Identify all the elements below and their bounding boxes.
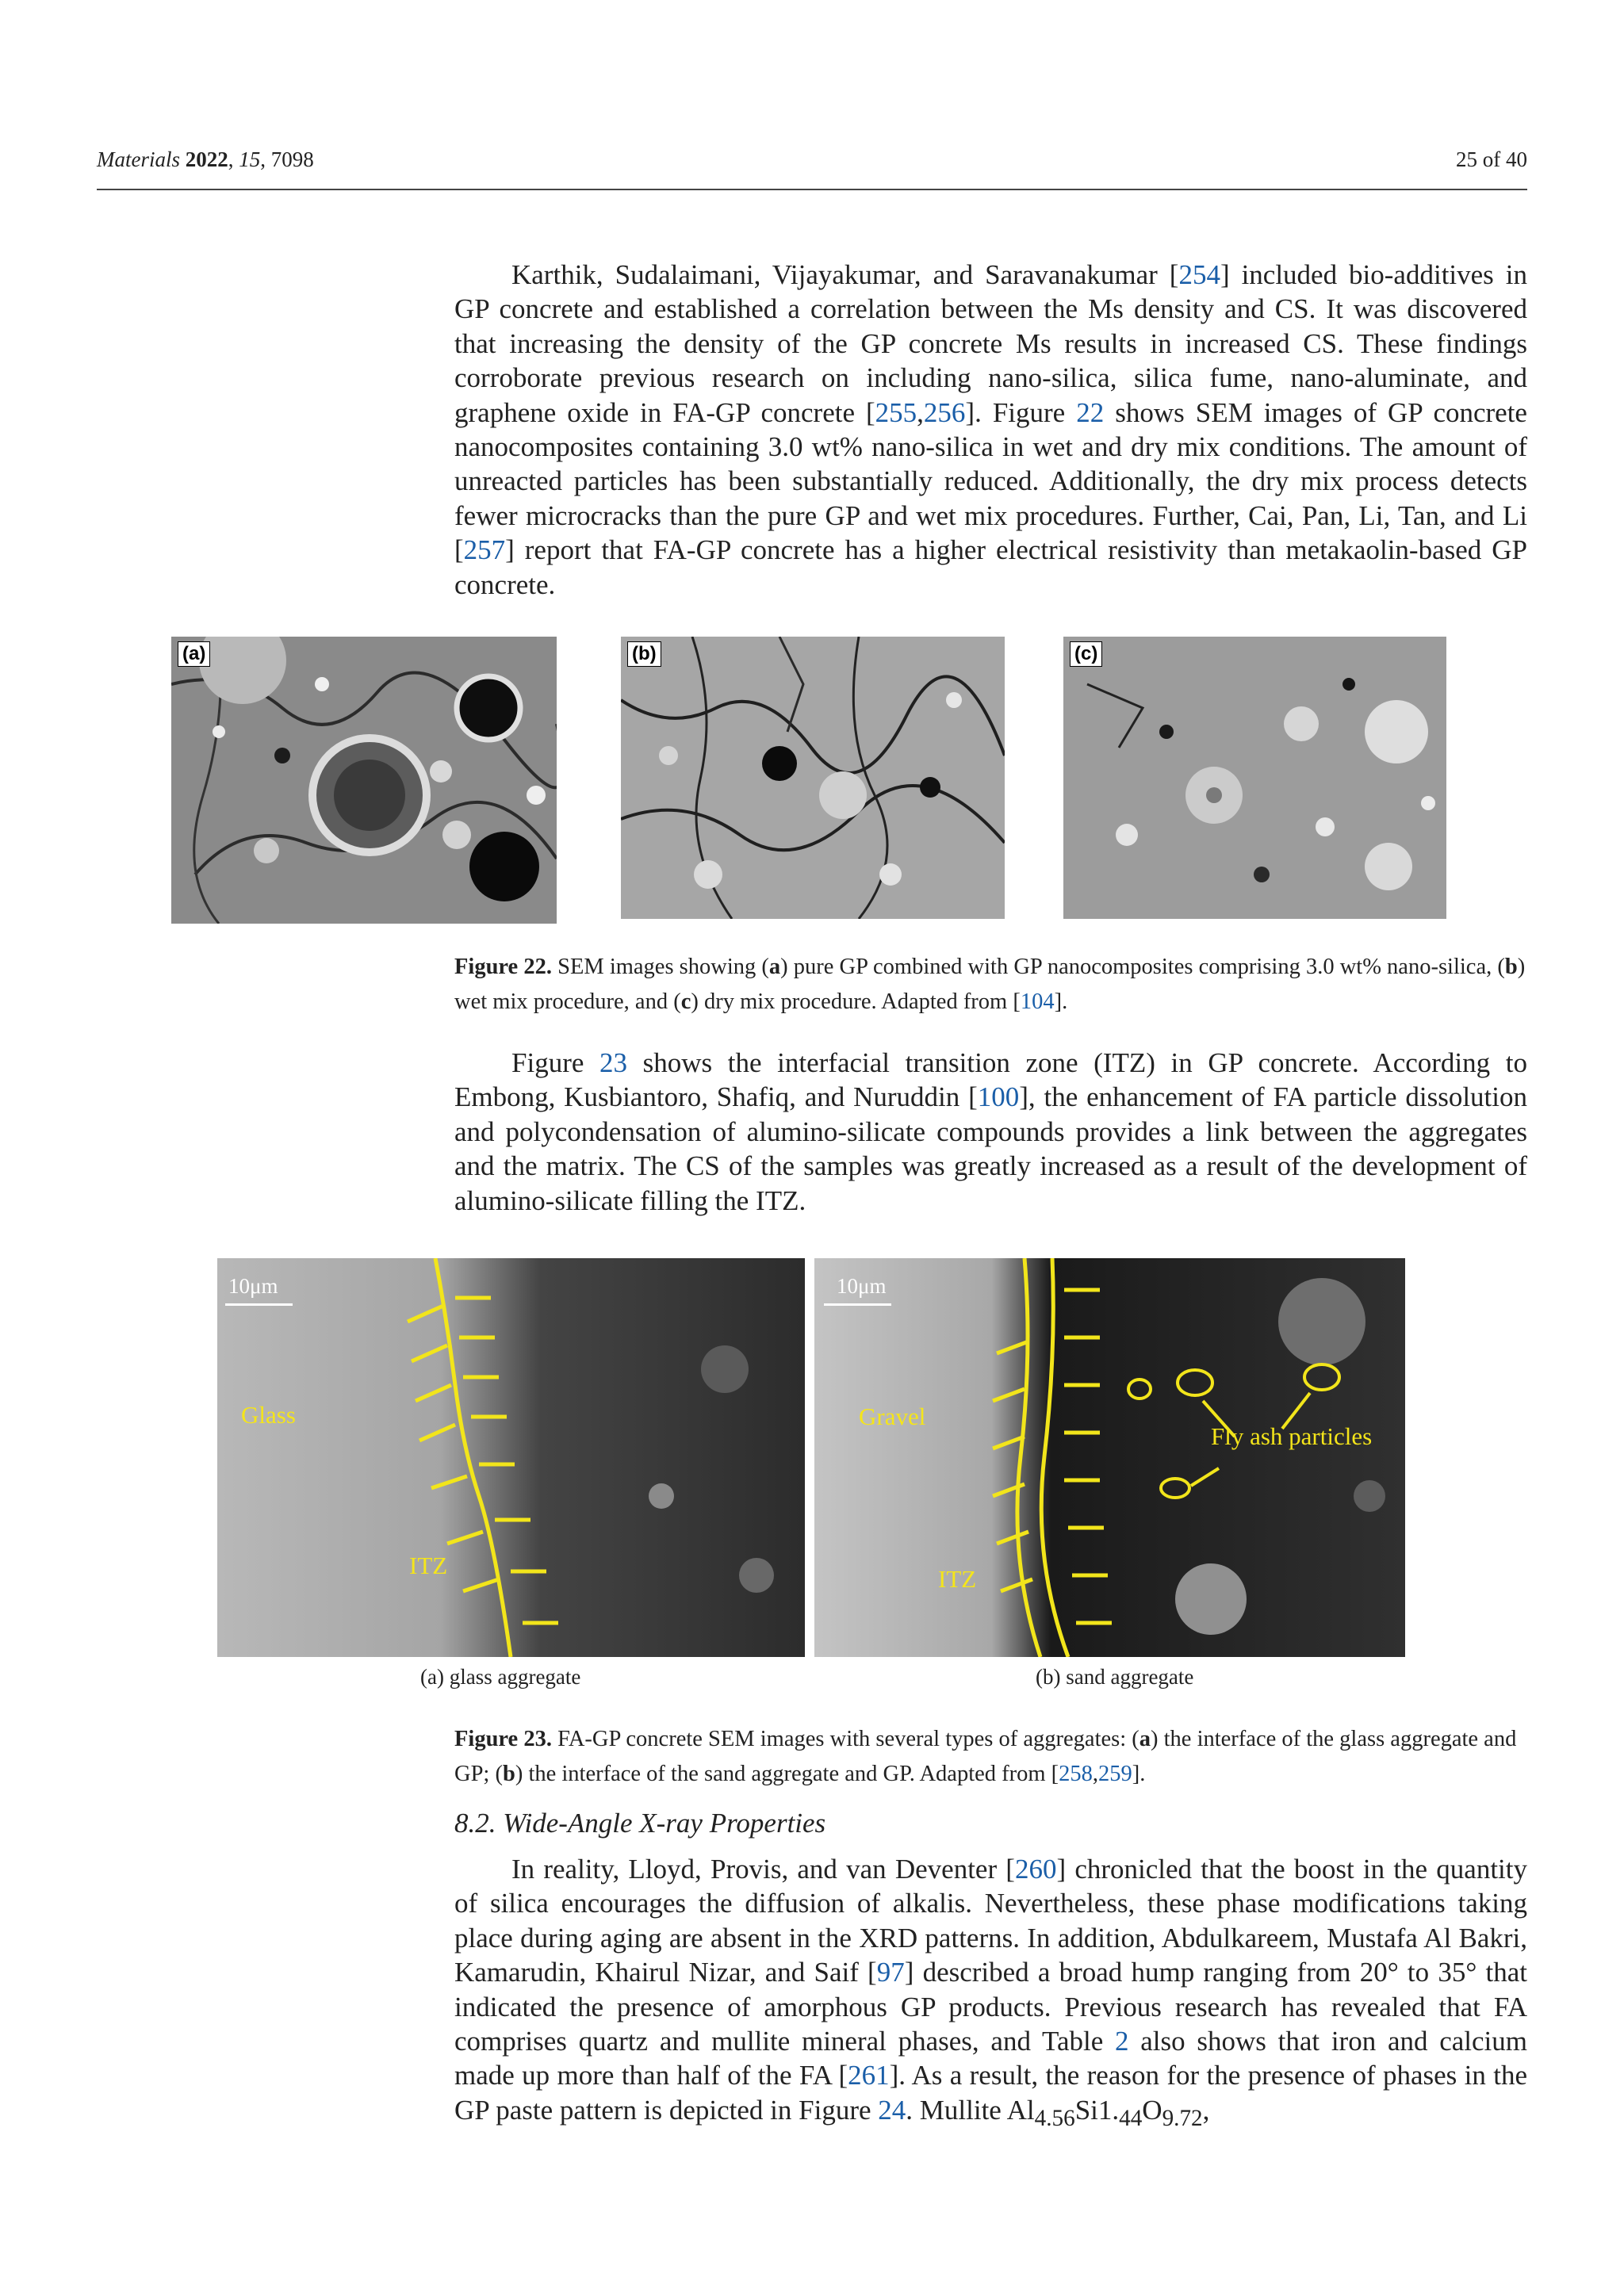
figure-23-caption: Figure 23. FA-GP concrete SEM images with several types of aggregates: (a) the interface of the glass aggregate and GP; (b) the interface of the sand aggregate and GP. Adapted from [258,259].	[454, 1727, 1517, 1786]
figure-link[interactable]: 23	[599, 1047, 628, 1078]
running-header-citation: Materials 2022, 15, 7098	[97, 147, 314, 171]
citation-link[interactable]: 100	[977, 1081, 1020, 1113]
article-number: 7098	[270, 147, 314, 171]
citation-link[interactable]: 258	[1059, 1762, 1093, 1786]
panel-label-b: (b)	[627, 641, 661, 667]
citation-link[interactable]: 254	[1178, 259, 1220, 290]
section-heading: 8.2. Wide-Angle X-ray Properties	[454, 1808, 826, 1839]
scale-label-a: 10μm	[228, 1274, 278, 1298]
panel-label-a: (a)	[178, 641, 210, 667]
journal-volume: 15	[239, 147, 261, 171]
citation-link[interactable]: 257	[463, 534, 506, 566]
sem-itz-glass-image	[217, 1258, 805, 1657]
citation-link[interactable]: 260	[1014, 1854, 1057, 1885]
label-glass: Glass	[241, 1401, 296, 1429]
scale-label-b: 10μm	[837, 1274, 887, 1298]
label-itz-a: ITZ	[409, 1552, 448, 1579]
figure-23-label: Figure 23.	[454, 1727, 552, 1751]
sem-image-c	[1063, 637, 1446, 919]
header-rule	[97, 189, 1527, 190]
label-gravel: Gravel	[859, 1402, 926, 1430]
sem-image-a	[171, 637, 557, 924]
label-itz-b: ITZ	[938, 1565, 977, 1593]
sem-texture-b	[621, 637, 1005, 919]
sem-itz-sand-image	[814, 1258, 1405, 1657]
citation-link[interactable]: 97	[876, 1957, 905, 1988]
sem-itz-sand	[814, 1258, 1405, 1657]
table-link[interactable]: 2	[1115, 2026, 1129, 2057]
subcaption-b: (b) sand aggregate	[1036, 1665, 1194, 1689]
figure-22-label: Figure 22.	[454, 955, 552, 979]
citation-link[interactable]: 104	[1020, 989, 1055, 1014]
citation-link[interactable]: 259	[1098, 1762, 1132, 1786]
sem-texture-a	[171, 637, 557, 924]
citation-link[interactable]: 255	[875, 396, 917, 428]
page-number: 25 of 40	[1456, 147, 1527, 171]
body-paragraph-3: In reality, Lloyd, Provis, and van Deventer [260] chronicled that the boost in the quantity of silica encourages the diffusion of alkalis. Nevertheless, these phase modifications taking place during aging are absent in the XRD patterns. In addition, Abdulkareem, Mustafa Al Bakri, Kamarudin, Khairul Nizar, and Saif [97] described a broad hump ranging from 20° to 35° that indicated the presence of amorphous GP products. Previous research has revealed that FA comprises quartz and mullite mineral phases, and Table 2 also shows that iron and calcium made up more than half of the FA [261]. As a result, the reason for the presence of phases in the GP paste pattern is depicted in Figure 24. Mullite $Al_{4.56}Si1._{44}O_{9.72}$,	[454, 1854, 1528, 2131]
body-paragraph-2: Figure 23 shows the interfacial transition zone (ITZ) in GP concrete. According to Embong, Kusbiantoro, Shafiq, and Nuruddin [100], the enhancement of FA particle dissolution and polycondensation of alumino-silicate compounds provides a link between the aggregates and the matrix. The CS of the samples was greatly increased as a result of the development of alumino-silicate filling the ITZ.	[454, 1047, 1527, 1216]
sem-texture-c	[1063, 637, 1446, 919]
body-paragraph-1: Karthik, Sudalaimani, Vijayakumar, and Saravanakumar [254] included bio-additives in GP concrete and established a correlation between the Ms density and CS. It was discovered that increasing the density of the GP concrete Ms results in increased CS. These findings corroborate previous research on including nano-silica, silica fume, nano-aluminate, and graphene oxide in FA-GP concrete [255,256]. Figure 22 shows SEM images of GP concrete nanocomposites containing 3.0 wt% nano-silica in wet and dry mix conditions. The amount of unreacted particles has been substantially reduced. Additionally, the dry mix process detects fewer microcracks than the pure GP and wet mix procedures. Further, Cai, Pan, Li, Tan, and Li [257] report that FA-GP concrete has a higher electrical resistivity than metakaolin-based GP concrete.	[454, 259, 1527, 600]
scale-bar-a	[225, 1303, 293, 1306]
panel-label-c: (c)	[1070, 641, 1102, 667]
figure-link[interactable]: 24	[878, 2094, 906, 2126]
citation-link[interactable]: 256	[923, 396, 966, 428]
journal-year: 2022	[185, 147, 228, 171]
scale-bar-b	[824, 1303, 891, 1306]
citation-link[interactable]: 261	[848, 2060, 890, 2091]
journal-name: Materials	[97, 147, 180, 171]
figure-link[interactable]: 22	[1076, 396, 1105, 428]
subcaption-a: (a) glass aggregate	[420, 1665, 581, 1689]
label-fly-ash: Fly ash particles	[1211, 1422, 1373, 1450]
sem-itz-glass	[217, 1258, 805, 1657]
sem-image-b	[621, 637, 1005, 919]
figure-22-caption: Figure 22. SEM images showing (a) pure GP combined with GP nanocomposites comprising 3.0 wt% nano-silica, (b) wet mix procedure, and (c) dry mix procedure. Adapted from [104].	[454, 955, 1526, 1014]
